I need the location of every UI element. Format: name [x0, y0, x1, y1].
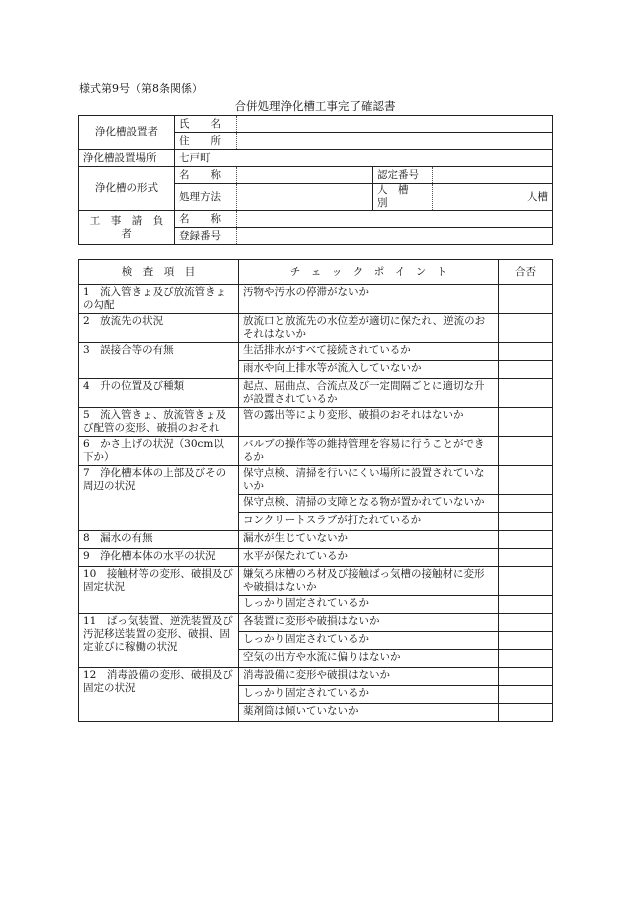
check-item: 11 ばっ気装置、逆洗装置及び汚泥移送装置の変形、破損、固定並びに稼働の状況 [79, 614, 239, 668]
pass-fail-cell[interactable] [499, 343, 553, 361]
check-point: コンクリートスラブが打たれているか [239, 513, 499, 531]
pass-fail-cell[interactable] [499, 704, 553, 722]
pass-fail-cell[interactable] [499, 513, 553, 531]
capacity-field[interactable]: 人槽 [433, 184, 553, 211]
checklist-table [78, 259, 553, 722]
table-row [79, 668, 553, 686]
table-row [79, 379, 553, 408]
pass-fail-cell[interactable] [499, 495, 553, 513]
check-item: 2 放流先の状況 [79, 314, 239, 343]
pass-fail-cell[interactable] [499, 314, 553, 343]
check-point: 薬剤筒は傾いていないか [239, 704, 499, 722]
info-table [78, 115, 553, 245]
table-row [79, 531, 553, 549]
check-point: バルブの操作等の維持管理を容易に行うことができるか [239, 437, 499, 466]
check-item: 9 浄化槽本体の水平の状況 [79, 549, 239, 567]
check-item: 5 流入管きょ、放流管きょ及び配管の変形、破損のおそれ [79, 408, 239, 437]
contractor-label: 工 事 請 負 者 [79, 211, 175, 245]
check-point: 嫌気ろ床槽のろ材及び接触ばっ気槽の接触材に変形や破損はないか [239, 567, 499, 596]
check-item: 7 浄化槽本体の上部及びその周辺の状況 [79, 466, 239, 531]
pass-fail-cell[interactable] [499, 668, 553, 686]
contractor-name-label: 名 称 [175, 211, 237, 228]
check-point: 管の露出等により変形、破損のおそれはないか [239, 408, 499, 437]
location-field[interactable]: 七戸町 [175, 150, 553, 167]
pass-fail-cell[interactable] [499, 686, 553, 704]
table-row [79, 437, 553, 466]
table-row [79, 567, 553, 596]
type-name-field[interactable] [237, 167, 373, 184]
table-row [79, 408, 553, 437]
type-label: 浄化槽の形式 [79, 167, 175, 211]
check-point: 空気の出方や水流に偏りはないか [239, 650, 499, 668]
table-row [79, 285, 553, 314]
check-item: 3 誤接合等の有無 [79, 343, 239, 379]
method-label: 処理方法 [175, 184, 237, 211]
pass-fail-cell[interactable] [499, 466, 553, 495]
check-point: 漏水が生じていないか [239, 531, 499, 549]
pass-fail-cell[interactable] [499, 632, 553, 650]
check-item: 8 漏水の有無 [79, 531, 239, 549]
header-checkpoint: チ ェ ッ ク ポ イ ン ト [239, 260, 499, 285]
pass-fail-cell[interactable] [499, 596, 553, 614]
check-point: 起点、屈曲点、合流点及び一定間隔ごとに適切な升が設置されているか [239, 379, 499, 408]
table-row [79, 466, 553, 495]
cert-no-field[interactable] [433, 167, 553, 184]
pass-fail-cell[interactable] [499, 361, 553, 379]
pass-fail-cell[interactable] [499, 650, 553, 668]
check-item: 10 接触材等の変形、破損及び固定状況 [79, 567, 239, 614]
location-label: 浄化槽設置場所 [79, 150, 175, 167]
table-row [79, 343, 553, 361]
pass-fail-cell[interactable] [499, 285, 553, 314]
check-point: 消毒設備に変形や破損はないか [239, 668, 499, 686]
check-point: 水平が保たれているか [239, 549, 499, 567]
check-point: 雨水や向上排水等が流入していないか [239, 361, 499, 379]
check-point: 各装置に変形や破損はないか [239, 614, 499, 632]
check-item: 12 消毒設備の変形、破損及び固定の状況 [79, 668, 239, 722]
check-point: 保守点検、清掃の支障となる物が置かれていないか [239, 495, 499, 513]
check-point: しっかり固定されているか [239, 632, 499, 650]
check-item: 4 升の位置及び種類 [79, 379, 239, 408]
pass-fail-cell[interactable] [499, 549, 553, 567]
header-result: 合否 [499, 260, 553, 285]
pass-fail-cell[interactable] [499, 531, 553, 549]
pass-fail-cell[interactable] [499, 408, 553, 437]
method-field[interactable] [237, 184, 373, 211]
capacity-label: 人 槽 別 [373, 184, 433, 211]
registration-label: 登録番号 [175, 228, 237, 245]
contractor-name-field[interactable] [237, 211, 553, 228]
check-point: 生活排水がすべて接続されているか [239, 343, 499, 361]
form-number: 様式第9号（第8条関係） [79, 82, 203, 95]
table-row [79, 614, 553, 632]
check-point: しっかり固定されているか [239, 686, 499, 704]
address-label: 住 所 [175, 133, 237, 150]
check-point: 放流口と放流先の水位差が適切に保たれ、逆流のおそれはないか [239, 314, 499, 343]
installer-name-field[interactable] [237, 116, 553, 133]
pass-fail-cell[interactable] [499, 437, 553, 466]
header-item: 検 査 項 目 [79, 260, 239, 285]
installer-label: 浄化槽設置者 [79, 116, 175, 150]
check-point: しっかり固定されているか [239, 596, 499, 614]
installer-address-field[interactable] [237, 133, 553, 150]
type-name-label: 名 称 [175, 167, 237, 184]
document-title: 合併処理浄化槽工事完了確認書 [234, 99, 396, 113]
check-point: 保守点検、清掃を行いにくい場所に設置されていないか [239, 466, 499, 495]
registration-field[interactable] [237, 228, 553, 245]
pass-fail-cell[interactable] [499, 379, 553, 408]
cert-no-label: 認定番号 [373, 167, 433, 184]
table-row [79, 314, 553, 343]
table-row [79, 549, 553, 567]
check-item: 1 流入管きょ及び放流管きょの勾配 [79, 285, 239, 314]
check-item: 6 かさ上げの状況（30cm以下か） [79, 437, 239, 466]
pass-fail-cell[interactable] [499, 614, 553, 632]
name-label: 氏 名 [175, 116, 237, 133]
check-point: 汚物や汚水の停滞がないか [239, 285, 499, 314]
pass-fail-cell[interactable] [499, 567, 553, 596]
